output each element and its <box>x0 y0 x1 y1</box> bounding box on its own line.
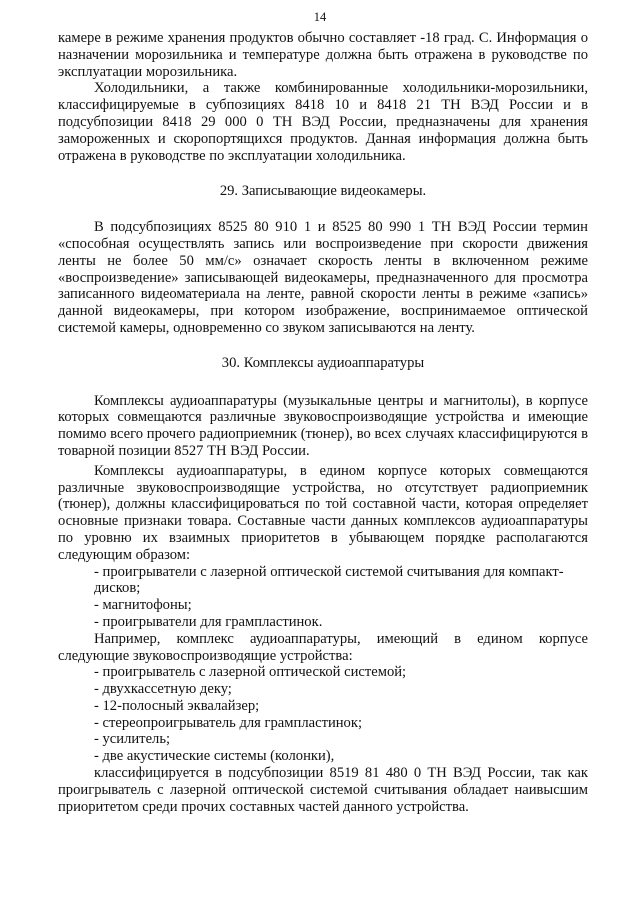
section-30-paragraph-2: Комплексы аудиоаппаратуры, в едином корпусе которых совмещаются различные звуковоспроизводящие устройства, но отсутствует радиоприемник (тюнер), должны классифицироваться по той составной части, которая определяет основные признаки товара. Составные части данных комплексов аудиоаппаратуры по уровню их взаимных приоритетов в убывающем порядке располагаются следующим образом: <box>58 462 588 563</box>
conclusion-paragraph: классифицируется в подсубпозиции 8519 81 480 0 ТН ВЭД России, так как проигрыватель с лазерной оптической системой считывания обладает наивысшим приоритетом среди прочих составных частей данного устройства. <box>58 765 588 815</box>
example-list-item: - проигрыватель с лазерной оптической системой; <box>94 664 407 681</box>
page-content <box>58 30 588 815</box>
example-list-item: - 12-полосный эквалайзер; <box>94 697 260 714</box>
section-30-heading: 30. Комплексы аудиоаппаратуры <box>221 354 425 371</box>
example-list-item: - двухкассетную деку; <box>94 681 232 698</box>
example-intro: Например, комплекс аудиоаппаратуры, имеющий в едином корпусе следующие звуковоспроизводящие устройства: <box>58 630 588 664</box>
section-30-paragraph-1: Комплексы аудиоаппаратуры (музыкальные центры и магнитолы), в корпусе которых совмещаются различные звуковоспроизводящие устройства и имеющие помимо всего прочего радиоприемник (тюнер), во всех случаях классифицируются в товарной позиции 8527 ТН ВЭД России. <box>58 392 588 459</box>
priority-list-item: - магнитофоны; <box>94 597 192 614</box>
section-29-heading: 29. Записывающие видеокамеры. <box>219 183 427 200</box>
priority-list-item: - проигрыватели для грампластинок. <box>94 613 323 630</box>
priority-list-item: - проигрыватели с лазерной оптической системой считывания для компакт-дисков; <box>94 563 564 597</box>
example-list-item: - усилитель; <box>94 731 171 748</box>
example-list-item: - две акустические системы (колонки), <box>94 748 335 765</box>
section-29-paragraph: В подсубпозициях 8525 80 910 1 и 8525 80 990 1 ТН ВЭД России термин «способная осуществлять запись или воспроизведение при скорости движения ленты не более 50 мм/с» означает скорость ленты в включенном режиме «воспроизведение» записывающей видеокамеры, предназначенного для просмотра записанного видеоматериала на ленте, равной скорости ленты в режиме «запись» данной видеокамеры, при котором изображение, воспринимаемое оптической системой камеры, одновременно со звуком записываются на ленту. <box>58 219 588 336</box>
paragraph-continuation: камере в режиме хранения продуктов обычно составляет -18 град. С. Информация о назначении морозильника и температуре должна быть отражена в руководстве по эксплуатации морозильника. <box>58 30 588 80</box>
example-list-item: - стереопроигрыватель для грампластинок; <box>94 714 363 731</box>
page-number: 14 <box>313 10 327 24</box>
paragraph-refrigerators: Холодильники, а также комбинированные холодильники-морозильники, классифицируемые в субпозициях 8418 10 и 8418 21 ТН ВЭД России и в подсубпозиции 8418 29 000 0 ТН ВЭД России, предназначены для хранения замороженных и скоропортящихся продуктов. Данная информация должна быть отражена в руководстве по эксплуатации холодильника. <box>58 80 588 164</box>
